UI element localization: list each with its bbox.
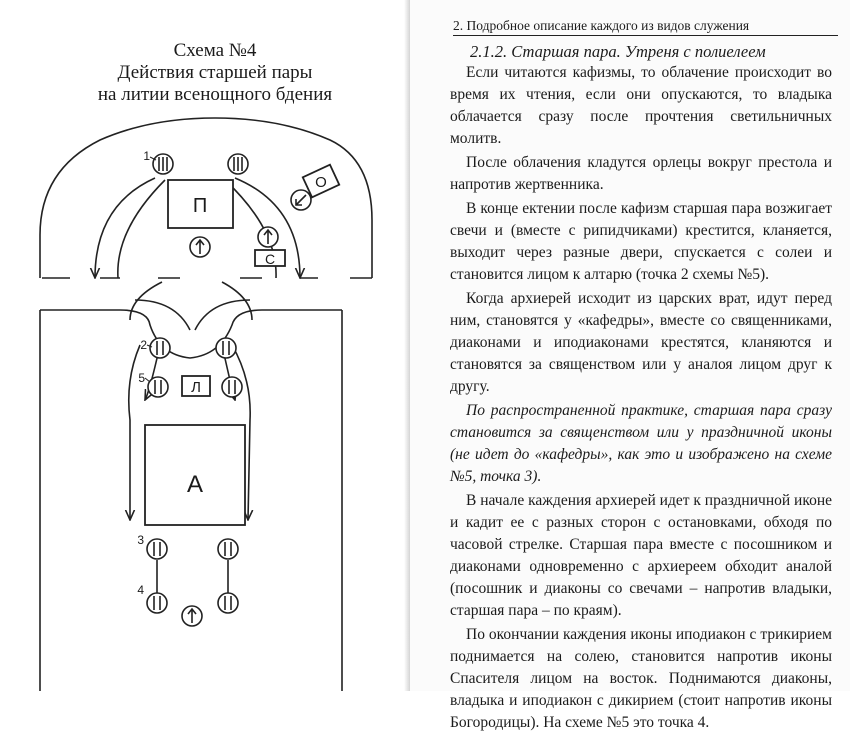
label-a: А (186, 471, 204, 498)
person-marker (218, 593, 238, 613)
paragraph: По окончании каждения иконы иподиакон с трикирием поднимается на солею, становится напротив иконы Спасителя лицом на восток. Поднимаются диаконы, владыка и иподиакон с дикирием (стоит напротив иконы Богородицы). На схеме №5 это точка 4. (450, 626, 832, 731)
paragraph: Когда архиерей исходит из царских врат, идут перед ним, становятся у «кафедры», вместе со священниками, диаконами и иподиаконами крестятся, кланяются и становятся за священством или у аналоя лицом друг к другу. (450, 290, 832, 395)
person-marker (291, 190, 311, 210)
point-number-3: 3 (137, 533, 144, 547)
paragraph: В конце ектении после кафизм старшая пара возжигает свечи и (вместе с рипидчиками) крестится, кланяется, выходит через разные двери, спускается с солеи и становится лицом к алтарю (точка 2 схемы №5). (450, 200, 832, 283)
label-s: С (264, 251, 276, 267)
person-marker (218, 539, 238, 559)
person-marker (147, 539, 167, 559)
person-marker (182, 606, 202, 626)
label-p: П (192, 195, 208, 217)
soleas-outline (40, 310, 342, 358)
scheme-title-line-3: на литии всенощного бдения (97, 84, 333, 105)
left-page (0, 0, 410, 691)
point-number-1: 1 (143, 149, 150, 163)
scheme-title-line-1: Схема №4 (173, 40, 257, 61)
point-number-2: 2 (140, 338, 147, 352)
paragraph: В начале каждения архиерей идет к праздничной иконе и кадит ее с разных сторон с остановками, обходя по часовой стрелке. Старшая пара вместе с посошником и диаконами одновременно с архиереем обходит аналой (посошник и диаконы со свечами – напротив владыки, старшая пара – по краям). (450, 492, 832, 619)
path-arc-cross-right (195, 300, 250, 330)
point-number-4: 4 (137, 583, 144, 597)
person-marker (222, 377, 242, 397)
point-number-5: 5 (138, 371, 145, 385)
paragraph: Если читаются кафизмы, то облачение происходит во время их чтения, если они опускаются, то владыка облачается сразу после прочтения светильничных молитв. (450, 64, 832, 147)
church-plan-diagram (0, 0, 410, 691)
person-marker (148, 377, 168, 397)
person-marker (150, 338, 170, 358)
person-marker (190, 237, 210, 257)
paragraph: После облачения кладутся орлецы вокруг престола и напротив жертвенника. (450, 154, 832, 193)
path-arc-left (95, 178, 155, 278)
person-marker (216, 338, 236, 358)
section-title: 2.1.2. Старшая пара. Утреня с полиелеем (470, 42, 766, 61)
person-marker (258, 227, 278, 247)
path-arc-left-2 (118, 180, 165, 278)
scheme-title-line-2: Действия старшей пары (117, 62, 313, 83)
body-text (450, 62, 832, 736)
running-head: 2. Подробное описание каждого из видов служения (453, 18, 838, 36)
label-l: Л (191, 379, 201, 396)
person-marker (228, 154, 248, 174)
paragraph-italic: По распространенной практике, старшая пара сразу становится за священством или у праздничной иконы (не идет до «кафедры», как это и изображено на схеме №5, точка 3). (450, 402, 832, 485)
label-o: О (315, 174, 327, 191)
person-marker (147, 593, 167, 613)
person-marker (153, 154, 173, 174)
